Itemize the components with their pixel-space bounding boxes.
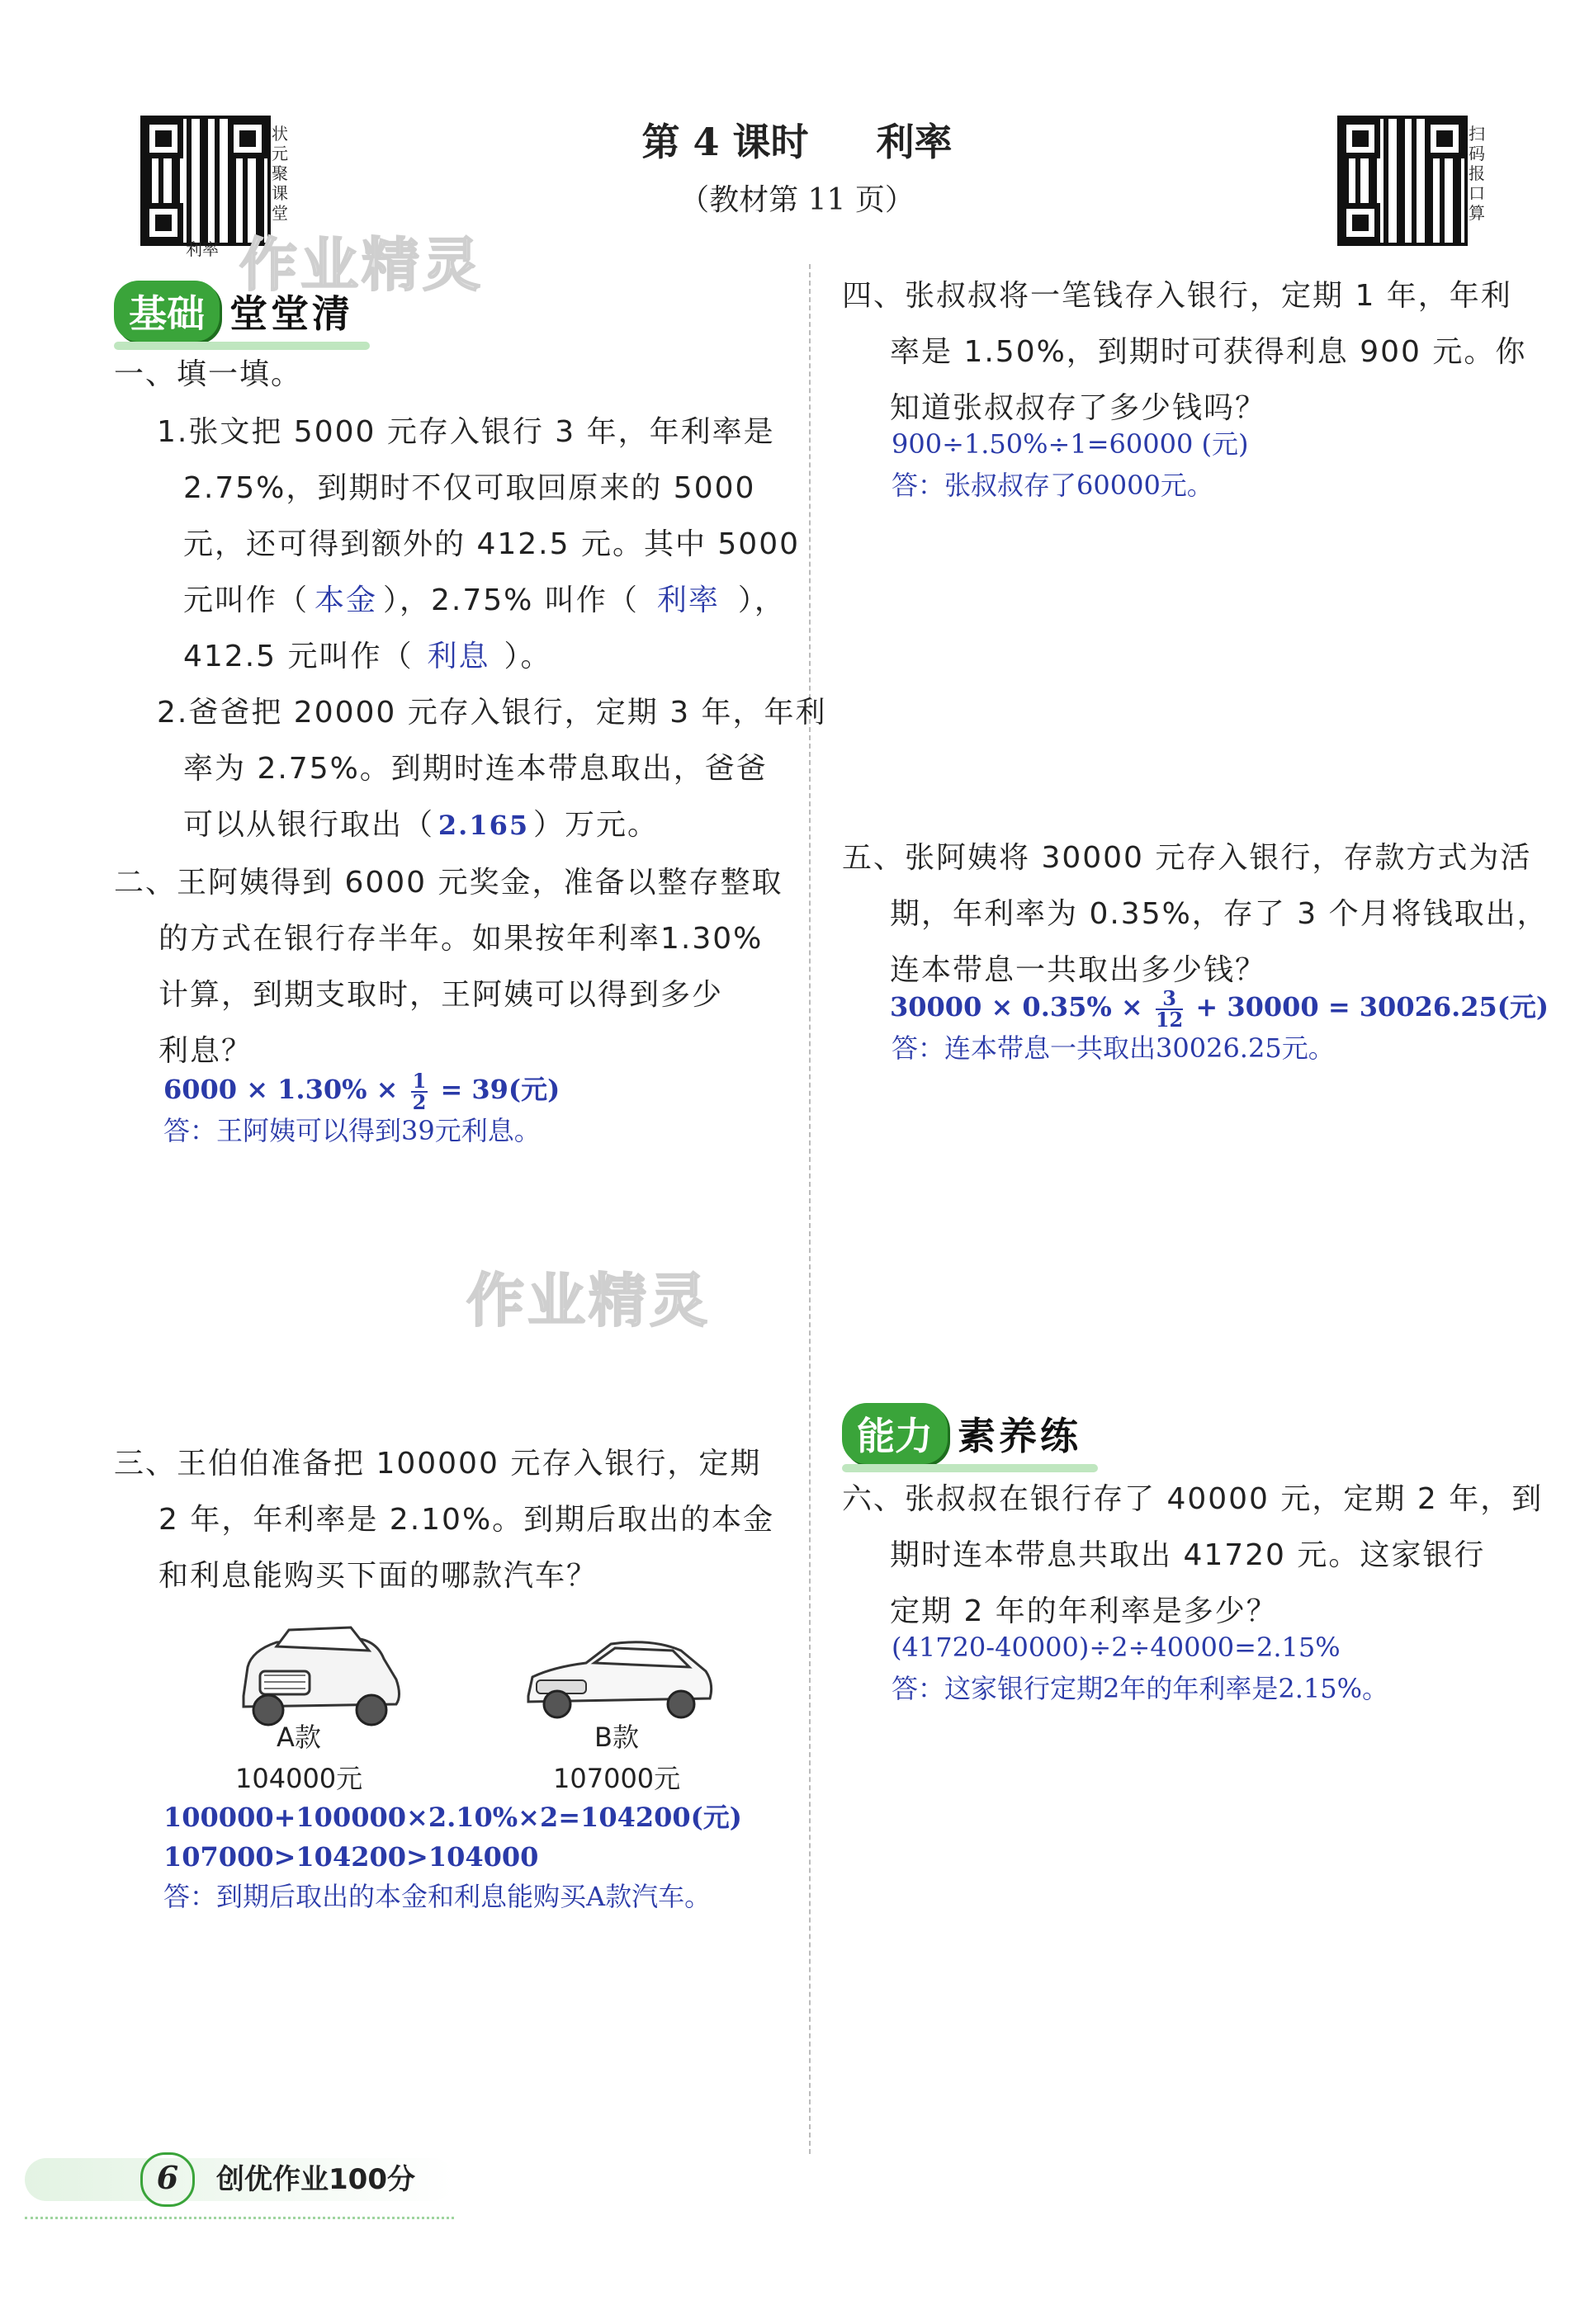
q6-line3: 定期 2 年的年利率是多少？ bbox=[890, 1594, 1278, 1628]
q1-p1-line4: 元叫作（ 本金 ），2.75% 叫作（ 利率 ）， bbox=[183, 573, 786, 629]
q1-p1-line3: 元，还可得到额外的 412.5 元。其中 5000 bbox=[183, 527, 801, 561]
column-divider bbox=[809, 264, 811, 2154]
page-subtitle: （教材第 11 页） bbox=[679, 183, 915, 217]
q3-line2: 2 年，年利率是 2.10%。到期后取出的本金 bbox=[158, 1503, 775, 1537]
q1-p1-line5: 412.5 元叫作（ 利息 ）。 bbox=[183, 629, 552, 685]
q1-p2-line3: 可以从银行取出（ 2.165 ）万元。 bbox=[183, 797, 659, 853]
q2-calculation: 6000 × 1.30% × $\frac{1}{2}$ = 39(元) bbox=[163, 1068, 561, 1114]
section-basic-badge bbox=[114, 281, 353, 342]
car-a-price: 104000元 bbox=[235, 1763, 363, 1794]
car-b-price: 107000元 bbox=[553, 1763, 681, 1794]
q4-answer: 答：张叔叔存了60000元。 bbox=[892, 470, 1213, 501]
q4-calculation: 900÷1.50%÷1=60000 (元) bbox=[892, 428, 1249, 460]
q3-line1: 三、王伯伯准备把 100000 元存入银行，定期 bbox=[114, 1447, 762, 1481]
q1-heading: 一、填一填。 bbox=[114, 357, 303, 391]
fill-blank-interest: 利息 bbox=[427, 640, 490, 673]
car-a-image bbox=[227, 1618, 409, 1733]
q3-line3: 和利息能购买下面的哪款汽车？ bbox=[158, 1559, 598, 1593]
fill-blank-total: 2.165 bbox=[438, 810, 530, 841]
q5-line3: 连本带息一共取出多少钱？ bbox=[890, 953, 1267, 987]
q5-answer: 答：连本带息一共取出30026.25元。 bbox=[892, 1032, 1335, 1064]
q2-line3: 计算，到期支取时，王阿姨可以得到多少 bbox=[158, 978, 724, 1012]
section-ability-text: 素养练 bbox=[958, 1414, 1081, 1458]
car-b-name: B款 bbox=[594, 1722, 639, 1753]
q2-line1: 二、王阿姨得到 6000 元奖金，准备以整存整取 bbox=[114, 866, 783, 900]
q6-calculation: (41720-40000)÷2÷40000=2.15% bbox=[892, 1632, 1341, 1663]
footer-brand: 创优作业100分 bbox=[216, 2163, 415, 2196]
q4-line2: 率是 1.50%，到期时可获得利息 900 元。你 bbox=[890, 335, 1527, 369]
footer-dotted-line bbox=[25, 2217, 454, 2219]
q4-line3: 知道张叔叔存了多少钱吗？ bbox=[890, 391, 1267, 425]
page-title bbox=[0, 112, 1594, 167]
q4-line1: 四、张叔叔将一笔钱存入银行，定期 1 年，年利 bbox=[842, 279, 1512, 313]
lesson-topic: 利率 bbox=[876, 120, 953, 164]
q2-line2: 的方式在银行存半年。如果按年利率1.30% bbox=[158, 922, 764, 956]
qr-right-label: 扫码报口算 bbox=[1469, 124, 1485, 223]
q3-calculation-1: 100000+100000×2.10%×2=104200(元) bbox=[163, 1802, 742, 1833]
section-basic-green: 基础 bbox=[114, 281, 220, 342]
q6-answer: 答：这家银行定期2年的年利率是2.15%。 bbox=[892, 1673, 1389, 1704]
q5-line1: 五、张阿姨将 30000 元存入银行，存款方式为活 bbox=[842, 841, 1532, 875]
q1-p2-line1: 2.爸爸把 20000 元存入银行，定期 3 年，年利 bbox=[157, 696, 827, 730]
section-basic-text: 堂堂清 bbox=[229, 291, 353, 336]
fill-blank-principal: 本金 bbox=[315, 583, 378, 617]
q1-p1-line2: 2.75%，到期时不仅可取回原来的 5000 bbox=[183, 471, 756, 505]
section-ability-badge bbox=[842, 1403, 1081, 1464]
q6-line2: 期时连本带息共取出 41720 元。这家银行 bbox=[890, 1538, 1486, 1572]
q2-answer: 答：王阿姨可以得到39元利息。 bbox=[163, 1115, 541, 1146]
car-b-image bbox=[520, 1626, 718, 1725]
watermark-top: 作业精灵 bbox=[239, 231, 484, 299]
q6-line1: 六、张叔叔在银行存了 40000 元，定期 2 年，到 bbox=[842, 1482, 1544, 1516]
lesson-number: 第 4 课时 bbox=[641, 120, 809, 164]
fill-blank-rate: 利率 bbox=[656, 583, 720, 617]
q5-calculation: 30000 × 0.35% × $\frac{3}{12}$ + 30000 = 30026.25(元) bbox=[890, 985, 1549, 1032]
watermark-middle: 作业精灵 bbox=[466, 1267, 711, 1334]
q1-p2-line2: 率为 2.75%。到期时连本带息取出，爸爸 bbox=[183, 752, 768, 786]
q2-line4: 利息？ bbox=[158, 1034, 253, 1068]
page-number: 6 bbox=[140, 2152, 195, 2207]
section-ability-green: 能力 bbox=[842, 1403, 948, 1464]
qr-left-label: 状元聚课堂 bbox=[272, 124, 288, 223]
qr-left-caption: 利率 bbox=[186, 239, 219, 259]
q5-line2: 期，年利率为 0.35%，存了 3 个月将钱取出， bbox=[890, 897, 1549, 931]
q3-answer: 答：到期后取出的本金和利息能购买A款汽车。 bbox=[163, 1881, 712, 1912]
q1-p1-line1: 1.张文把 5000 元存入银行 3 年，年利率是 bbox=[157, 415, 775, 449]
q3-calculation-2: 107000>104200>104000 bbox=[163, 1841, 539, 1873]
car-a-name: A款 bbox=[277, 1722, 321, 1753]
